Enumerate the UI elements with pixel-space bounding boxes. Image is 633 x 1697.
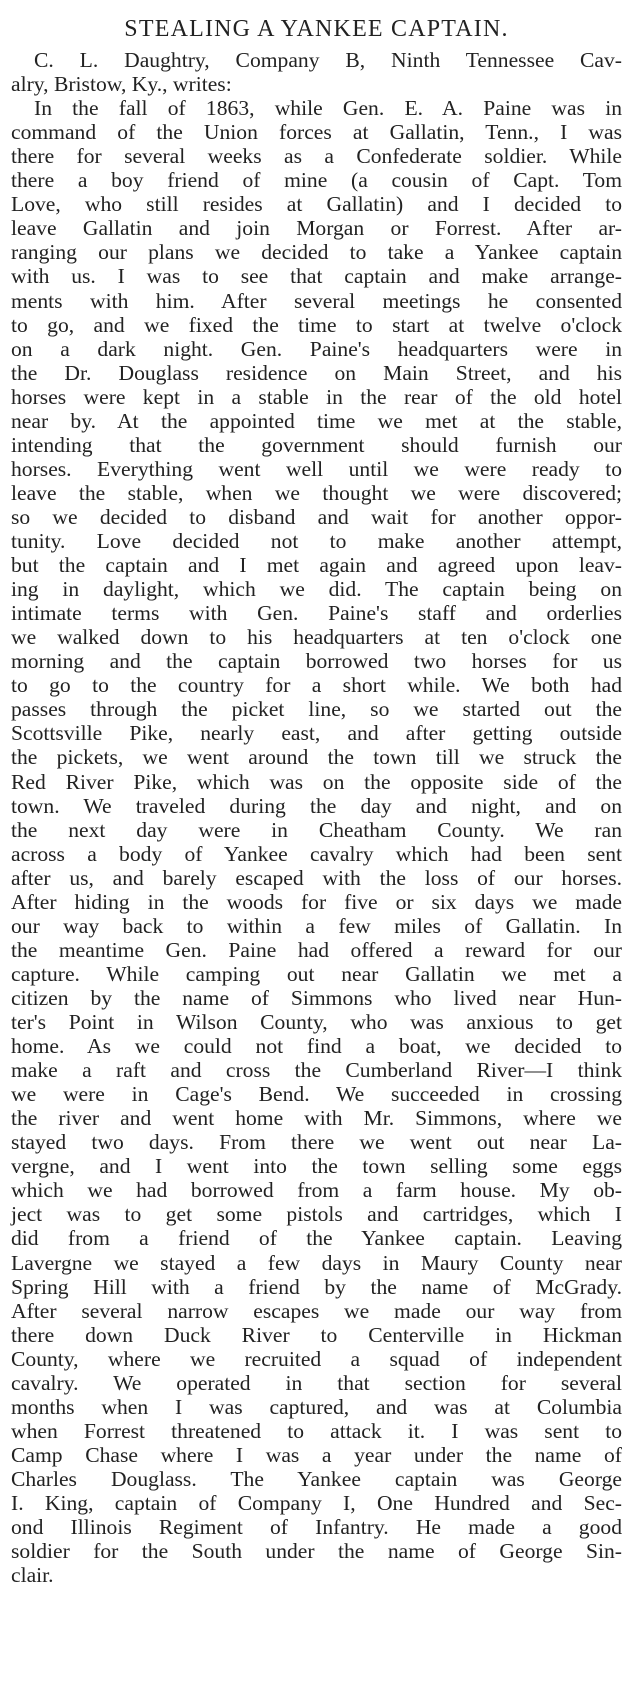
text-line: there a boy friend of mine (a cousin of Capt. Tom [11,168,622,193]
text-line: vergne, and I went into the town selling some eggs [11,1154,622,1179]
text-line: to go, and we fixed the time to start at twelve o'clock [11,312,622,337]
text-line: I. King, captain of Company I, One Hundred and Sec- [11,1491,622,1515]
text-line: intending that the government should furnish our [11,432,622,457]
text-line: the pickets, we went around the town till we struck the [11,745,622,770]
text-line: cavalry. We operated in that section for several [11,1370,622,1395]
text-line: leave Gallatin and join Morgan or Forrest. After ar- [11,216,622,241]
text-line: morning and the captain borrowed two horses for us [11,649,622,674]
text-line: we walked down to his headquarters at ten o'clock one [11,625,622,650]
text-line: on a dark night. Gen. Paine's headquarters were in [11,336,622,361]
text-line: which we had borrowed from a farm house. My ob- [11,1178,622,1203]
text-line: the Dr. Douglass residence on Main Street, and his [11,360,622,385]
text-line: horses were kept in a stable in the rear of the old hotel [11,384,622,409]
text-line: capture. While camping out near Gallatin we met a [11,961,622,986]
text-line: Camp Chase where I was a year under the name of [11,1442,622,1467]
text-line: ter's Point in Wilson County, who was anxious to get [11,1010,622,1034]
text-line: Red River Pike, which was on the opposite side of the [11,769,622,794]
text-line: the next day were in Cheatham County. We ran [11,817,622,842]
text-line: After several narrow escapes we made our way from [11,1298,622,1323]
text-line: after us, and barely escaped with the loss of our horses. [11,865,622,890]
text-line: clair. [11,1563,54,1588]
text-line: In the fall of 1863, while Gen. E. A. Paine was in [34,96,622,121]
text-line: home. As we could not find a boat, we decided to [11,1034,622,1059]
text-line: town. We traveled during the day and night, and on [11,793,622,818]
text-line: to go to the country for a short while. We both had [11,673,622,698]
text-line: tunity. Love decided not to make another attempt, [11,529,622,553]
text-line: Lavergne we stayed a few days in Maury County near [11,1250,622,1275]
text-line: when Forrest threatened to attack it. I was sent to [11,1418,622,1443]
text-line: ranging our plans we decided to take a Yankee captain [11,240,622,265]
text-line: passes through the picket line, so we started out the [11,697,622,722]
text-line: make a raft and cross the Cumberland River—I think [11,1058,622,1083]
article-title: STEALING A YANKEE CAPTAIN. [124,16,509,42]
text-line: there for several weeks as a Confederate soldier. While [11,144,622,169]
text-line: ond Illinois Regiment of Infantry. He made a good [11,1515,622,1540]
text-line: ments with him. After several meetings he consented [11,288,622,313]
text-line: across a body of Yankee cavalry which had been sent [11,841,622,866]
text-line: ject was to get some pistols and cartridges, which I [11,1202,622,1227]
text-line: C. L. Daughtry, Company B, Ninth Tennessee Cav- [34,48,622,72]
text-line: Scottsville Pike, nearly east, and after getting outside [11,721,622,746]
text-line: ing in daylight, which we did. The captain being on [11,577,622,602]
text-line: Spring Hill with a friend by the name of McGrady. [11,1274,622,1299]
text-line: After hiding in the woods for five or six days we made [11,889,622,914]
text-line: but the captain and I met again and agreed upon leav- [11,553,622,578]
text-line: intimate terms with Gen. Paine's staff and orderlies [11,601,622,626]
text-line: County, where we recruited a squad of independent [11,1346,622,1371]
text-line: did from a friend of the Yankee captain. Leaving [11,1226,622,1251]
text-line: there down Duck River to Centerville in Hickman [11,1322,622,1347]
text-line: our way back to within a few miles of Gallatin. In [11,913,622,938]
text-line: we were in Cage's Bend. We succeeded in crossing [11,1082,622,1107]
text-line: so we decided to disband and wait for another oppor- [11,504,622,529]
text-line: leave the stable, when we thought we were discovered; [11,480,622,505]
text-line: horses. Everything went well until we were ready to [11,456,622,481]
text-line: near by. At the appointed time we met at the stable, [11,408,622,433]
text-line: command of the Union forces at Gallatin, Tenn., I was [11,120,622,145]
text-line: soldier for the South under the name of George Sin- [11,1539,622,1564]
text-line: citizen by the name of Simmons who lived near Hun- [11,985,622,1010]
text-line: the river and went home with Mr. Simmons, where we [11,1106,622,1131]
text-line: with us. I was to see that captain and make arrange- [11,264,622,289]
text-line: months when I was captured, and was at Columbia [11,1394,622,1419]
text-line: Charles Douglass. The Yankee captain was George [11,1466,622,1491]
text-line: alry, Bristow, Ky., writes: [11,72,232,97]
text-line: stayed two days. From there we went out near La- [11,1130,622,1155]
text-line: the meantime Gen. Paine had offered a reward for our [11,937,622,962]
text-line: Love, who still resides at Gallatin) and I decided to [11,192,622,217]
